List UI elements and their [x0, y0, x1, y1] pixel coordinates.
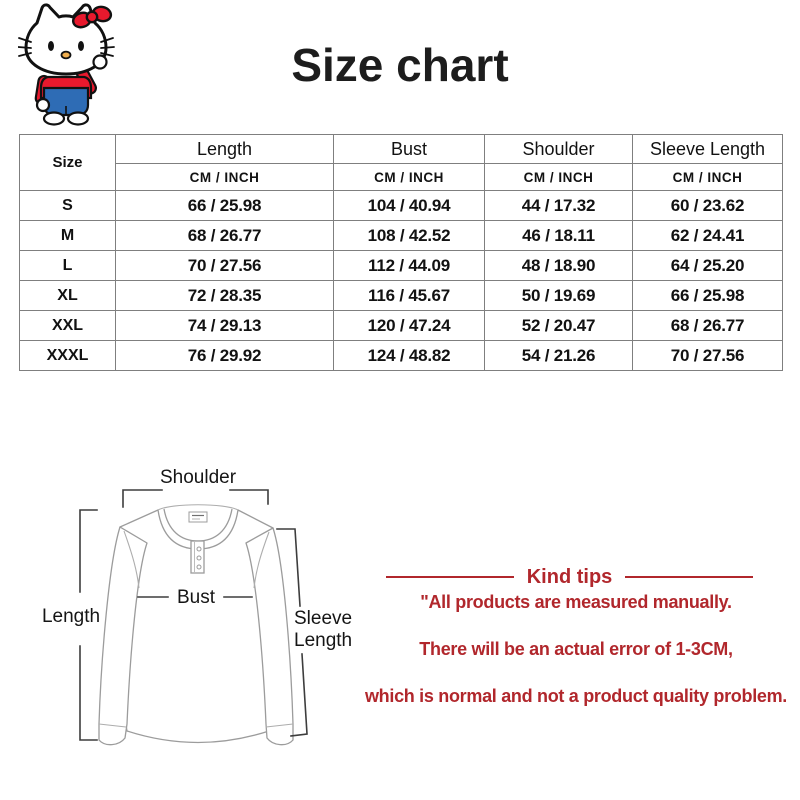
- placket-button: [197, 547, 201, 551]
- length-bracket-top: [80, 510, 97, 592]
- length-value: 72 / 28.35: [116, 281, 334, 311]
- unit-header-length: CM / INCH: [116, 164, 334, 191]
- shoulder-label: Shoulder: [159, 467, 237, 488]
- bust-value: 124 / 48.82: [334, 341, 485, 371]
- sleeve-value: 70 / 27.56: [633, 341, 783, 371]
- sleeve-value: 66 / 25.98: [633, 281, 783, 311]
- kind-tips-title: Kind tips: [526, 565, 613, 588]
- size-label: S: [20, 191, 116, 221]
- length-value: 68 / 26.77: [116, 221, 334, 251]
- table-row-l: [20, 251, 783, 281]
- shoulder-value: 52 / 20.47: [485, 311, 633, 341]
- sleeve-value: 60 / 23.62: [633, 191, 783, 221]
- length-bracket-bottom: [80, 646, 97, 740]
- length-value: 76 / 29.92: [116, 341, 334, 371]
- header-length: Length: [116, 135, 334, 164]
- collar-tag: [189, 512, 207, 522]
- measurement-diagram: [0, 440, 400, 780]
- size-label: M: [20, 221, 116, 251]
- header-shoulder: Shoulder: [485, 135, 633, 164]
- tip-line-2: There will be an actual error of 1-3CM,: [419, 639, 733, 659]
- shoulder-value: 54 / 21.26: [485, 341, 633, 371]
- length-value: 66 / 25.98: [116, 191, 334, 221]
- table-row-xl: [20, 281, 783, 311]
- size-label: L: [20, 251, 116, 281]
- tip-line-1: "All products are measured manually.: [420, 592, 732, 612]
- table-row-xxxl: [20, 341, 783, 371]
- size-table: [19, 134, 783, 371]
- table-row-s: [20, 191, 783, 221]
- kitty-left-foot: [44, 113, 64, 125]
- tips-rule-right: [625, 576, 753, 578]
- kind-tips-heading: [386, 566, 753, 588]
- sleeve-value: 62 / 24.41: [633, 221, 783, 251]
- size-label: XL: [20, 281, 116, 311]
- header-bust: Bust: [334, 135, 485, 164]
- bust-value: 108 / 42.52: [334, 221, 485, 251]
- length-value: 74 / 29.13: [116, 311, 334, 341]
- shoulder-value: 48 / 18.90: [485, 251, 633, 281]
- size-label: XXXL: [20, 341, 116, 371]
- bust-value: 104 / 40.94: [334, 191, 485, 221]
- sleeve-value: 64 / 25.20: [633, 251, 783, 281]
- table-row-m: [20, 221, 783, 251]
- tips-rule-left: [386, 576, 514, 578]
- bust-value: 116 / 45.67: [334, 281, 485, 311]
- page-title: Size chart: [291, 39, 509, 91]
- shoulder-value: 44 / 17.32: [485, 191, 633, 221]
- bust-value: 112 / 44.09: [334, 251, 485, 281]
- table-row-xxl: [20, 311, 783, 341]
- table-header-row: [20, 135, 783, 164]
- length-label: Length: [41, 606, 101, 627]
- tip-line-3: which is normal and not a product quality problem.: [364, 686, 788, 706]
- length-value: 70 / 27.56: [116, 251, 334, 281]
- placket-button: [197, 556, 201, 560]
- unit-header-bust: CM / INCH: [334, 164, 485, 191]
- shoulder-value: 50 / 19.69: [485, 281, 633, 311]
- kitty-right-foot: [68, 113, 88, 125]
- sleeve-label-line1: Sleeve: [294, 608, 353, 629]
- unit-header-shoulder: CM / INCH: [485, 164, 633, 191]
- shoulder-bracket-left: [123, 490, 162, 507]
- shoulder-value: 46 / 18.11: [485, 221, 633, 251]
- unit-header-sleeve: CM / INCH: [633, 164, 783, 191]
- placket-button: [197, 565, 201, 569]
- size-label: XXL: [20, 311, 116, 341]
- sleeve-label-line2: Length: [294, 630, 353, 651]
- header-size: Size: [20, 135, 116, 191]
- table-unit-row: [20, 164, 783, 191]
- bust-value: 120 / 47.24: [334, 311, 485, 341]
- shoulder-bracket-right: [230, 490, 268, 504]
- kitty-left-hand: [37, 99, 49, 111]
- bust-label: Bust: [176, 587, 216, 608]
- sleeve-value: 68 / 26.77: [633, 311, 783, 341]
- header-sleeve-length: Sleeve Length: [633, 135, 783, 164]
